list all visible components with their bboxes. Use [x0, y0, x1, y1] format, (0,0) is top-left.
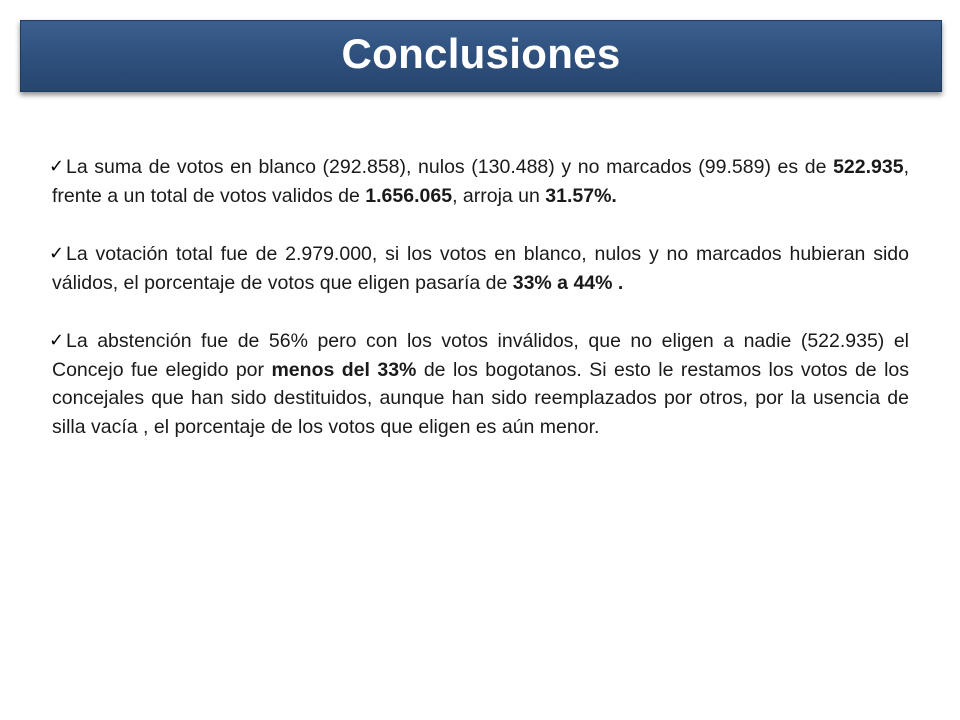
- title-banner: [20, 20, 942, 92]
- bullet-text-bold: 522.935: [833, 156, 904, 178]
- bullet-item: [49, 327, 909, 441]
- bullet-text: , frente a un total de votos validos de: [52, 156, 909, 207]
- bullet-text-bold: 1.656.065: [365, 184, 453, 207]
- slide-title: Conclusiones: [341, 30, 621, 77]
- bullet-item: [49, 153, 909, 210]
- bullet-list: [49, 153, 909, 441]
- bullet-text: , arroja un: [452, 184, 546, 207]
- bullet-text-bold: menos del 33%: [271, 358, 417, 381]
- checkmark-icon: ✓: [49, 243, 65, 264]
- checkmark-icon: ✓: [49, 156, 65, 177]
- bullet-text: de los bogotanos. Si esto le restamos los votos de los concejales que han sido destituidos, aunque han sido reemplazados por otros, por la usencia de silla vacía , el porcentaje de los votos que eligen es aún menor.: [52, 358, 909, 438]
- bullet-text-bold: 31.57%.: [545, 184, 617, 207]
- checkmark-icon: ✓: [49, 330, 65, 351]
- bullet-text-bold: 33% a 44% .: [512, 271, 624, 294]
- bullet-item: [49, 240, 909, 297]
- bullet-text: La suma de votos en blanco (292.858), nulos (130.488) y no marcados (99.589) es de: [66, 156, 834, 178]
- bullet-text: La abstención fue de 56% pero con los votos inválidos, que no eligen a nadie (522.935) el Concejo fue elegido por: [52, 330, 909, 381]
- bullet-text: La votación total fue de 2.979.000, si los votos en blanco, nulos y no marcados hubieran sido válidos, el porcentaje de votos que eligen pasaría de: [52, 243, 909, 294]
